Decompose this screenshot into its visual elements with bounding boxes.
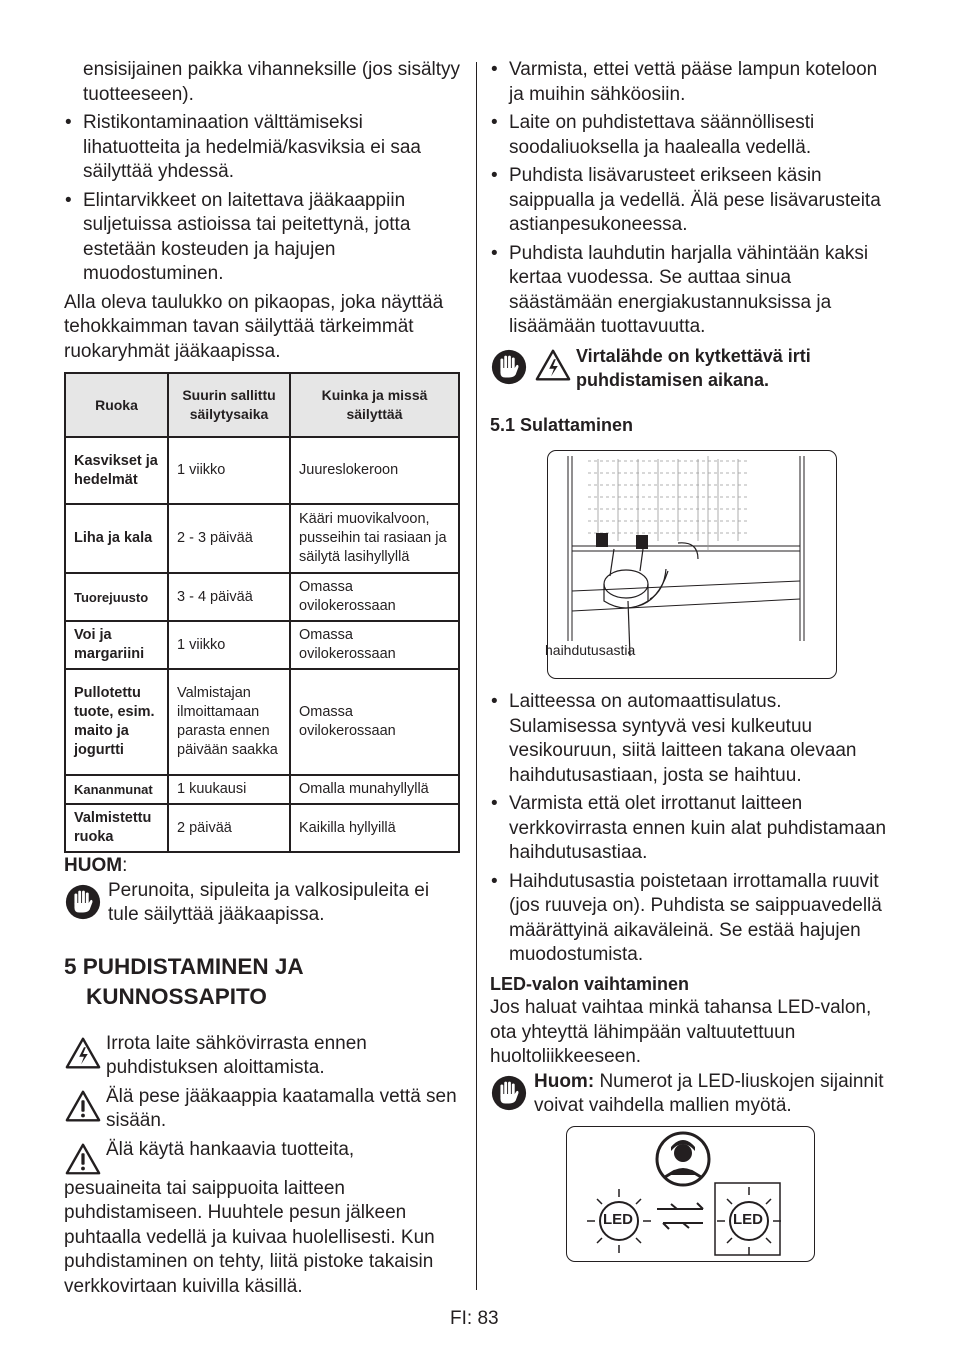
led-text: Jos haluat vaihtaa minkä tahansa LED-valon, ota yhteyttä lähimpään valtuutettuun huoltoliikkeeseen. (490, 997, 872, 1067)
food-cell: Kananmunat (65, 775, 168, 804)
table-row (65, 504, 459, 573)
list-item: • Elintarvikkeet on laitettava jääkaappiin suljetuissa astioissa tai peitettynä, jotta estetään kosteuden ja hajujen muodostuminen. (64, 189, 460, 287)
food-cell: Liha ja kala (65, 504, 168, 573)
figure-label: haihdutusastia (545, 642, 636, 658)
section-number: 5 (64, 953, 77, 979)
stop-hand-icon (490, 1074, 528, 1112)
list-item: • Puhdista lauhdutin harjalla vähintään kaksi kertaa vuodessa. Se auttaa sinua säästämään energiakustannuksissa ja lisäämään tuottavuutta. (490, 242, 890, 340)
power-disconnect-note (490, 344, 890, 393)
cleaning-bullet-list (490, 58, 890, 340)
warning-text-3a: Älä käytä hankaavia tuotteita, (106, 1138, 355, 1160)
right-column-lower (490, 690, 890, 1119)
led-label-old: LED (603, 1211, 633, 1228)
list-item: • Laitteessa on automaattisulatus. Sulamisessa syntyvä vesi kulkeutuu vesikouruun, siitä laitteen takana olevaan haihdutusastiaan, josta se haihtuu. (490, 690, 890, 788)
time-cell: 3 - 4 päivää (168, 573, 290, 621)
list-item: • Puhdista lisävarusteet erikseen käsin saippualla ja vedellä. Älä pese lisävarusteita astianpesukoneessa. (490, 164, 890, 238)
time-cell: Valmistajan ilmoittamaan parasta ennen päivään saakka (168, 669, 290, 775)
location-cell: Omassa ovilokerossaan (290, 621, 459, 669)
time-cell: 1 viikko (168, 621, 290, 669)
huom-text: Perunoita, sipuleita ja valkosipuleita ei tule säilyttää jääkaapissa. (108, 879, 430, 925)
left-column (64, 58, 460, 1299)
table-row (65, 669, 459, 775)
table-row (65, 775, 459, 804)
led-note-text (534, 1070, 890, 1119)
food-cell: Valmistettu ruoka (65, 804, 168, 852)
column-header: Kuinka ja missä säilyttää (290, 373, 459, 437)
column-header: Ruoka (65, 373, 168, 437)
electric-warning-icon (64, 1035, 102, 1071)
page-number: FI: 83 (450, 1308, 499, 1329)
food-cell: Kasvikset ja hedelmät (65, 437, 168, 504)
section-title-line-1: PUHDISTAMINEN JA (82, 953, 304, 979)
evaporator-tray-figure (547, 450, 837, 679)
column-header: Suurin sallittu säilytysaika (168, 373, 290, 437)
list-item: • Ristikontaminaation välttämiseksi lihatuotteita ja hedelmiä/kasviksia ei saa säilyttää yhdessä. (64, 111, 460, 185)
led-label-new: LED (733, 1211, 763, 1228)
power-note-text: Virtalähde on kytkettävä irti puhdistamisen aikana. (576, 345, 811, 390)
warning-abrasive (64, 1138, 460, 1177)
list-item: • Laite on puhdistettava säännöllisesti soodaliuoksella ja haalealla vedellä. (490, 111, 890, 160)
right-column (490, 58, 890, 437)
location-cell: Juureslokeroon (290, 437, 459, 504)
location-cell: Omassa ovilokerossaan (290, 669, 459, 775)
technician-icon (567, 1127, 814, 1261)
electric-warning-icon (534, 347, 572, 383)
led-note-label: Huom: (534, 1070, 595, 1092)
led-heading: LED-valon vaihtaminen (490, 973, 690, 994)
food-cell: Pullotettu tuote, esim. maito ja jogurtti (65, 669, 168, 775)
table-row (65, 573, 459, 621)
location-cell: Kaikilla hyllyillä (290, 804, 459, 852)
huom-label: HUOM (64, 855, 123, 876)
food-cell: Voi ja margariini (65, 621, 168, 669)
huom-colon: : (122, 855, 128, 876)
huom-heading (64, 854, 460, 879)
table-row (65, 621, 459, 669)
list-item: • Haihdutusastia poistetaan irrottamalla ruuvit (jos ruuveja on). Puhdista se saippuavedellä määrättyinä aikaväleinä. Se estää hajujen muodostumista. (490, 870, 890, 968)
section-5-heading (64, 952, 460, 1012)
storage-bullet-list (64, 111, 460, 287)
led-note (490, 1070, 890, 1119)
subsection-heading: 5.1 Sulattaminen (490, 414, 634, 435)
list-item: • Varmista, ettei vettä pääse lampun koteloon ja muihin sähköosiin. (490, 58, 890, 107)
warning-water (64, 1085, 460, 1134)
defrost-bullet-list (490, 690, 890, 968)
intro-continuation: ensisijainen paikka vihanneksille (jos sisältyy tuotteeseen). (83, 59, 461, 105)
time-cell: 1 kuukausi (168, 775, 290, 804)
warning-text-2: Älä pese jääkaappia kaatamalla vettä sen sisään. (106, 1085, 457, 1131)
warning-text-1: Irrota laite sähkövirrasta ennen puhdistuksen aloittamista. (106, 1032, 367, 1078)
location-cell: Kääri muovikalvoon, pusseihin tai rasiaan ja säilytä lasihyllyllä (290, 504, 459, 573)
list-item: • Varmista että olet irrottanut laitteen verkkovirrasta ennen kuin alat puhdistamaan haihdutusastiaa. (490, 792, 890, 866)
warning-text-3b: pesuaineita tai saippuoita laitteen puhdistamiseen. Huuhtele pesun jälkeen puhtaalla vedellä ja kuivaa huolellisesti. Kun puhdistaminen on tehty, liitä pistoke takaisin verkkovirtaan kuivilla käsillä. (64, 1177, 435, 1297)
location-cell: Omassa ovilokerossaan (290, 573, 459, 621)
led-replacement-figure (566, 1126, 815, 1262)
time-cell: 2 päivää (168, 804, 290, 852)
column-divider (476, 62, 477, 1290)
table-intro: Alla oleva taulukko on pikaopas, joka näyttää tehokkaimman tavan säilyttää tärkeimmät ruokaryhmät jääkaapissa. (64, 291, 444, 362)
table-row (65, 804, 459, 852)
time-cell: 2 - 3 päivää (168, 504, 290, 573)
warning-icon (64, 1088, 102, 1124)
stop-hand-icon (490, 348, 528, 386)
huom-note (64, 879, 460, 928)
section-title-line-2: KUNNOSSAPITO (86, 983, 267, 1009)
table-row (65, 437, 459, 504)
food-cell: Tuorejuusto (65, 573, 168, 621)
warning-electric (64, 1032, 460, 1081)
food-storage-table (64, 372, 460, 853)
table-header-row (65, 373, 459, 437)
time-cell: 1 viikko (168, 437, 290, 504)
warning-icon (64, 1141, 102, 1177)
stop-hand-icon (64, 883, 102, 921)
led-note-body: Numerot ja LED-liuskojen sijainnit voivat vaihdella mallien myötä. (534, 1070, 884, 1116)
location-cell: Omalla munahyllyllä (290, 775, 459, 804)
